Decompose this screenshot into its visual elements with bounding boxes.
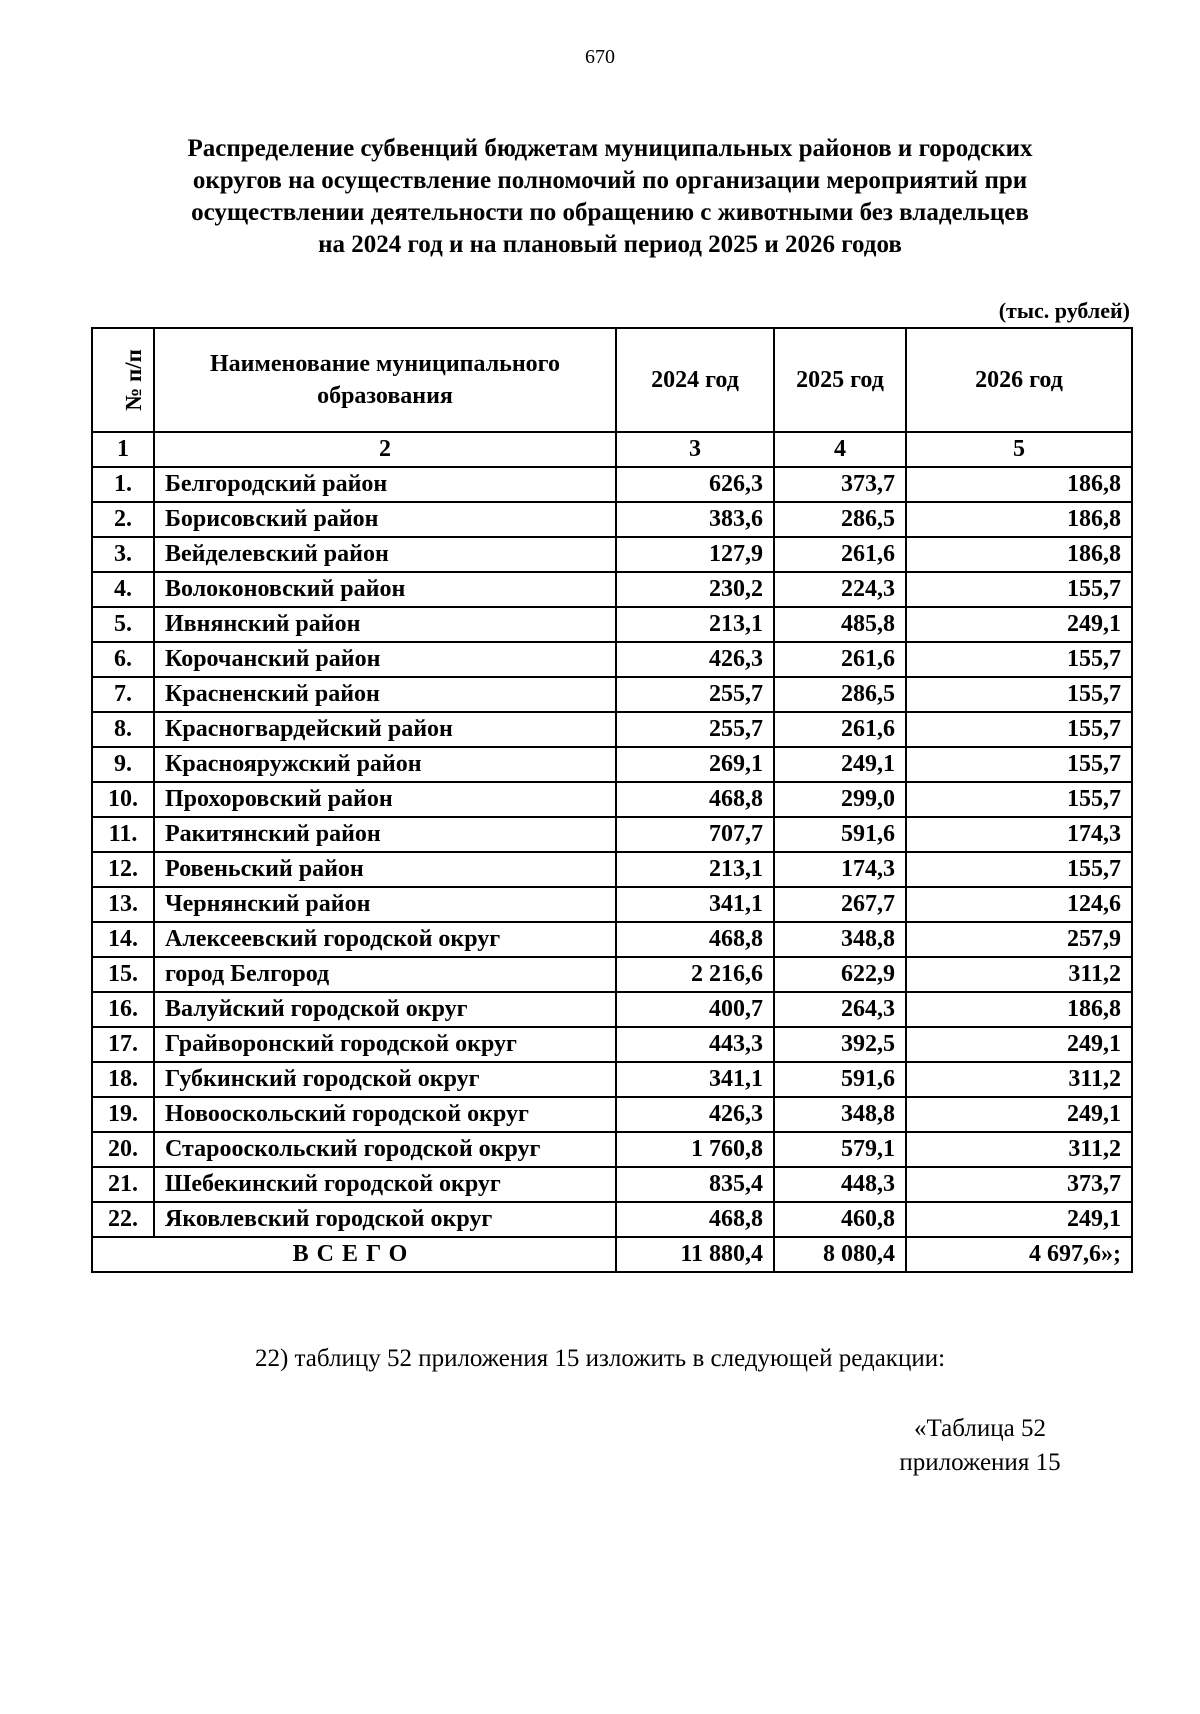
header-name: Наименование муниципального образования <box>154 328 616 432</box>
value-2026: 186,8 <box>906 992 1132 1027</box>
value-2024: 468,8 <box>616 922 774 957</box>
header-2024: 2024 год <box>616 328 774 432</box>
header-num <box>92 328 154 432</box>
total-2025: 8 080,4 <box>774 1237 906 1272</box>
value-2025: 224,3 <box>774 572 906 607</box>
municipality-name: Алексеевский городской округ <box>154 922 616 957</box>
annex-reference <box>860 1412 1100 1480</box>
value-2026: 186,8 <box>906 502 1132 537</box>
value-2026: 186,8 <box>906 467 1132 502</box>
column-number: 3 <box>616 432 774 467</box>
value-2025: 264,3 <box>774 992 906 1027</box>
value-2026: 249,1 <box>906 1097 1132 1132</box>
value-2026: 155,7 <box>906 747 1132 782</box>
value-2026: 311,2 <box>906 957 1132 992</box>
table-row <box>92 1167 1132 1202</box>
value-2024: 341,1 <box>616 1062 774 1097</box>
value-2025: 448,3 <box>774 1167 906 1202</box>
subvention-table <box>91 327 1133 1273</box>
units-label: (тыс. рублей) <box>998 298 1130 323</box>
table-row <box>92 782 1132 817</box>
column-number: 4 <box>774 432 906 467</box>
header-2025: 2025 год <box>774 328 906 432</box>
value-2024: 2 216,6 <box>616 957 774 992</box>
value-2026: 186,8 <box>906 537 1132 572</box>
table-row <box>92 712 1132 747</box>
value-2025: 591,6 <box>774 1062 906 1097</box>
row-number: 9. <box>92 747 154 782</box>
header-num-label: № п/п <box>120 349 146 411</box>
table-row <box>92 502 1132 537</box>
page-number: 670 <box>585 46 615 68</box>
value-2024: 1 760,8 <box>616 1132 774 1167</box>
value-2024: 341,1 <box>616 887 774 922</box>
row-number: 15. <box>92 957 154 992</box>
table-row <box>92 747 1132 782</box>
table-row <box>92 922 1132 957</box>
municipality-name: Волоконовский район <box>154 572 616 607</box>
table-header-row <box>92 328 1132 432</box>
amendment-text: 22) таблицу 52 приложения 15 изложить в следующей редакции: <box>254 1345 946 1372</box>
row-number: 14. <box>92 922 154 957</box>
row-number: 21. <box>92 1167 154 1202</box>
value-2024: 468,8 <box>616 1202 774 1237</box>
value-2026: 155,7 <box>906 677 1132 712</box>
municipality-name: Яковлевский городской округ <box>154 1202 616 1237</box>
value-2025: 579,1 <box>774 1132 906 1167</box>
row-number: 5. <box>92 607 154 642</box>
column-number: 2 <box>154 432 616 467</box>
table-row <box>92 607 1132 642</box>
value-2024: 255,7 <box>616 677 774 712</box>
value-2025: 261,6 <box>774 712 906 747</box>
value-2025: 286,5 <box>774 677 906 712</box>
municipality-name: Красногвардейский район <box>154 712 616 747</box>
value-2024: 127,9 <box>616 537 774 572</box>
document-title <box>110 133 1110 261</box>
table-row <box>92 1202 1132 1237</box>
municipality-name: Новооскольский городской округ <box>154 1097 616 1132</box>
value-2025: 174,3 <box>774 852 906 887</box>
value-2025: 373,7 <box>774 467 906 502</box>
value-2026: 311,2 <box>906 1132 1132 1167</box>
value-2025: 591,6 <box>774 817 906 852</box>
row-number: 2. <box>92 502 154 537</box>
table-row <box>92 537 1132 572</box>
table-row <box>92 852 1132 887</box>
column-number: 1 <box>92 432 154 467</box>
municipality-name: Красненский район <box>154 677 616 712</box>
value-2024: 269,1 <box>616 747 774 782</box>
value-2024: 426,3 <box>616 1097 774 1132</box>
total-row <box>92 1237 1132 1272</box>
value-2025: 622,9 <box>774 957 906 992</box>
row-number: 22. <box>92 1202 154 1237</box>
municipality-name: Борисовский район <box>154 502 616 537</box>
value-2026: 155,7 <box>906 642 1132 677</box>
value-2024: 626,3 <box>616 467 774 502</box>
column-numbers-row <box>92 432 1132 467</box>
title-line: округов на осуществление полномочий по организации мероприятий при <box>192 167 1028 194</box>
value-2025: 348,8 <box>774 1097 906 1132</box>
municipality-name: Ракитянский район <box>154 817 616 852</box>
value-2025: 267,7 <box>774 887 906 922</box>
table-row <box>92 1062 1132 1097</box>
row-number: 4. <box>92 572 154 607</box>
total-2024: 11 880,4 <box>616 1237 774 1272</box>
municipality-name: Ровеньский район <box>154 852 616 887</box>
municipality-name: Вейделевский район <box>154 537 616 572</box>
municipality-name: Краснояружский район <box>154 747 616 782</box>
value-2024: 400,7 <box>616 992 774 1027</box>
table-row <box>92 1027 1132 1062</box>
table-row <box>92 572 1132 607</box>
row-number: 11. <box>92 817 154 852</box>
row-number: 10. <box>92 782 154 817</box>
value-2025: 392,5 <box>774 1027 906 1062</box>
municipality-name: Губкинский городской округ <box>154 1062 616 1097</box>
municipality-name: Ивнянский район <box>154 607 616 642</box>
table-row <box>92 1097 1132 1132</box>
table-row <box>92 887 1132 922</box>
column-number: 5 <box>906 432 1132 467</box>
municipality-name: Шебекинский городской округ <box>154 1167 616 1202</box>
value-2024: 443,3 <box>616 1027 774 1062</box>
table-row <box>92 642 1132 677</box>
value-2024: 213,1 <box>616 852 774 887</box>
row-number: 1. <box>92 467 154 502</box>
row-number: 17. <box>92 1027 154 1062</box>
row-number: 12. <box>92 852 154 887</box>
value-2025: 460,8 <box>774 1202 906 1237</box>
municipality-name: Прохоровский район <box>154 782 616 817</box>
value-2025: 485,8 <box>774 607 906 642</box>
title-line: Распределение субвенций бюджетам муниципальных районов и городских <box>187 135 1033 162</box>
municipality-name: Корочанский район <box>154 642 616 677</box>
value-2026: 155,7 <box>906 782 1132 817</box>
table-row <box>92 817 1132 852</box>
annex-line: приложения 15 <box>899 1449 1061 1476</box>
row-number: 18. <box>92 1062 154 1097</box>
value-2026: 373,7 <box>906 1167 1132 1202</box>
row-number: 20. <box>92 1132 154 1167</box>
value-2024: 426,3 <box>616 642 774 677</box>
municipality-name: город Белгород <box>154 957 616 992</box>
value-2026: 155,7 <box>906 712 1132 747</box>
value-2024: 468,8 <box>616 782 774 817</box>
value-2026: 249,1 <box>906 1202 1132 1237</box>
row-number: 13. <box>92 887 154 922</box>
value-2024: 835,4 <box>616 1167 774 1202</box>
value-2026: 155,7 <box>906 572 1132 607</box>
municipality-name: Белгородский район <box>154 467 616 502</box>
value-2025: 348,8 <box>774 922 906 957</box>
value-2026: 257,9 <box>906 922 1132 957</box>
table-row <box>92 467 1132 502</box>
value-2024: 213,1 <box>616 607 774 642</box>
municipality-name: Валуйский городской округ <box>154 992 616 1027</box>
table-row <box>92 992 1132 1027</box>
total-2026: 4 697,6»; <box>906 1237 1132 1272</box>
row-number: 7. <box>92 677 154 712</box>
value-2025: 249,1 <box>774 747 906 782</box>
municipality-name: Старооскольский городской округ <box>154 1132 616 1167</box>
value-2026: 174,3 <box>906 817 1132 852</box>
row-number: 6. <box>92 642 154 677</box>
total-label: ВСЕГО <box>92 1237 616 1272</box>
annex-line: «Таблица 52 <box>914 1415 1046 1442</box>
value-2024: 707,7 <box>616 817 774 852</box>
value-2026: 124,6 <box>906 887 1132 922</box>
row-number: 16. <box>92 992 154 1027</box>
title-line: на 2024 год и на плановый период 2025 и 2026 годов <box>318 231 902 258</box>
municipality-name: Чернянский район <box>154 887 616 922</box>
table-row <box>92 957 1132 992</box>
value-2025: 261,6 <box>774 642 906 677</box>
value-2026: 249,1 <box>906 607 1132 642</box>
value-2026: 311,2 <box>906 1062 1132 1097</box>
municipality-name: Грайворонский городской округ <box>154 1027 616 1062</box>
header-2026: 2026 год <box>906 328 1132 432</box>
row-number: 19. <box>92 1097 154 1132</box>
value-2025: 261,6 <box>774 537 906 572</box>
title-line: осуществлении деятельности по обращению с животными без владельцев <box>191 199 1029 226</box>
row-number: 8. <box>92 712 154 747</box>
row-number: 3. <box>92 537 154 572</box>
value-2026: 155,7 <box>906 852 1132 887</box>
value-2025: 299,0 <box>774 782 906 817</box>
value-2026: 249,1 <box>906 1027 1132 1062</box>
value-2025: 286,5 <box>774 502 906 537</box>
value-2024: 255,7 <box>616 712 774 747</box>
table-row <box>92 677 1132 712</box>
value-2024: 383,6 <box>616 502 774 537</box>
value-2024: 230,2 <box>616 572 774 607</box>
table-row <box>92 1132 1132 1167</box>
